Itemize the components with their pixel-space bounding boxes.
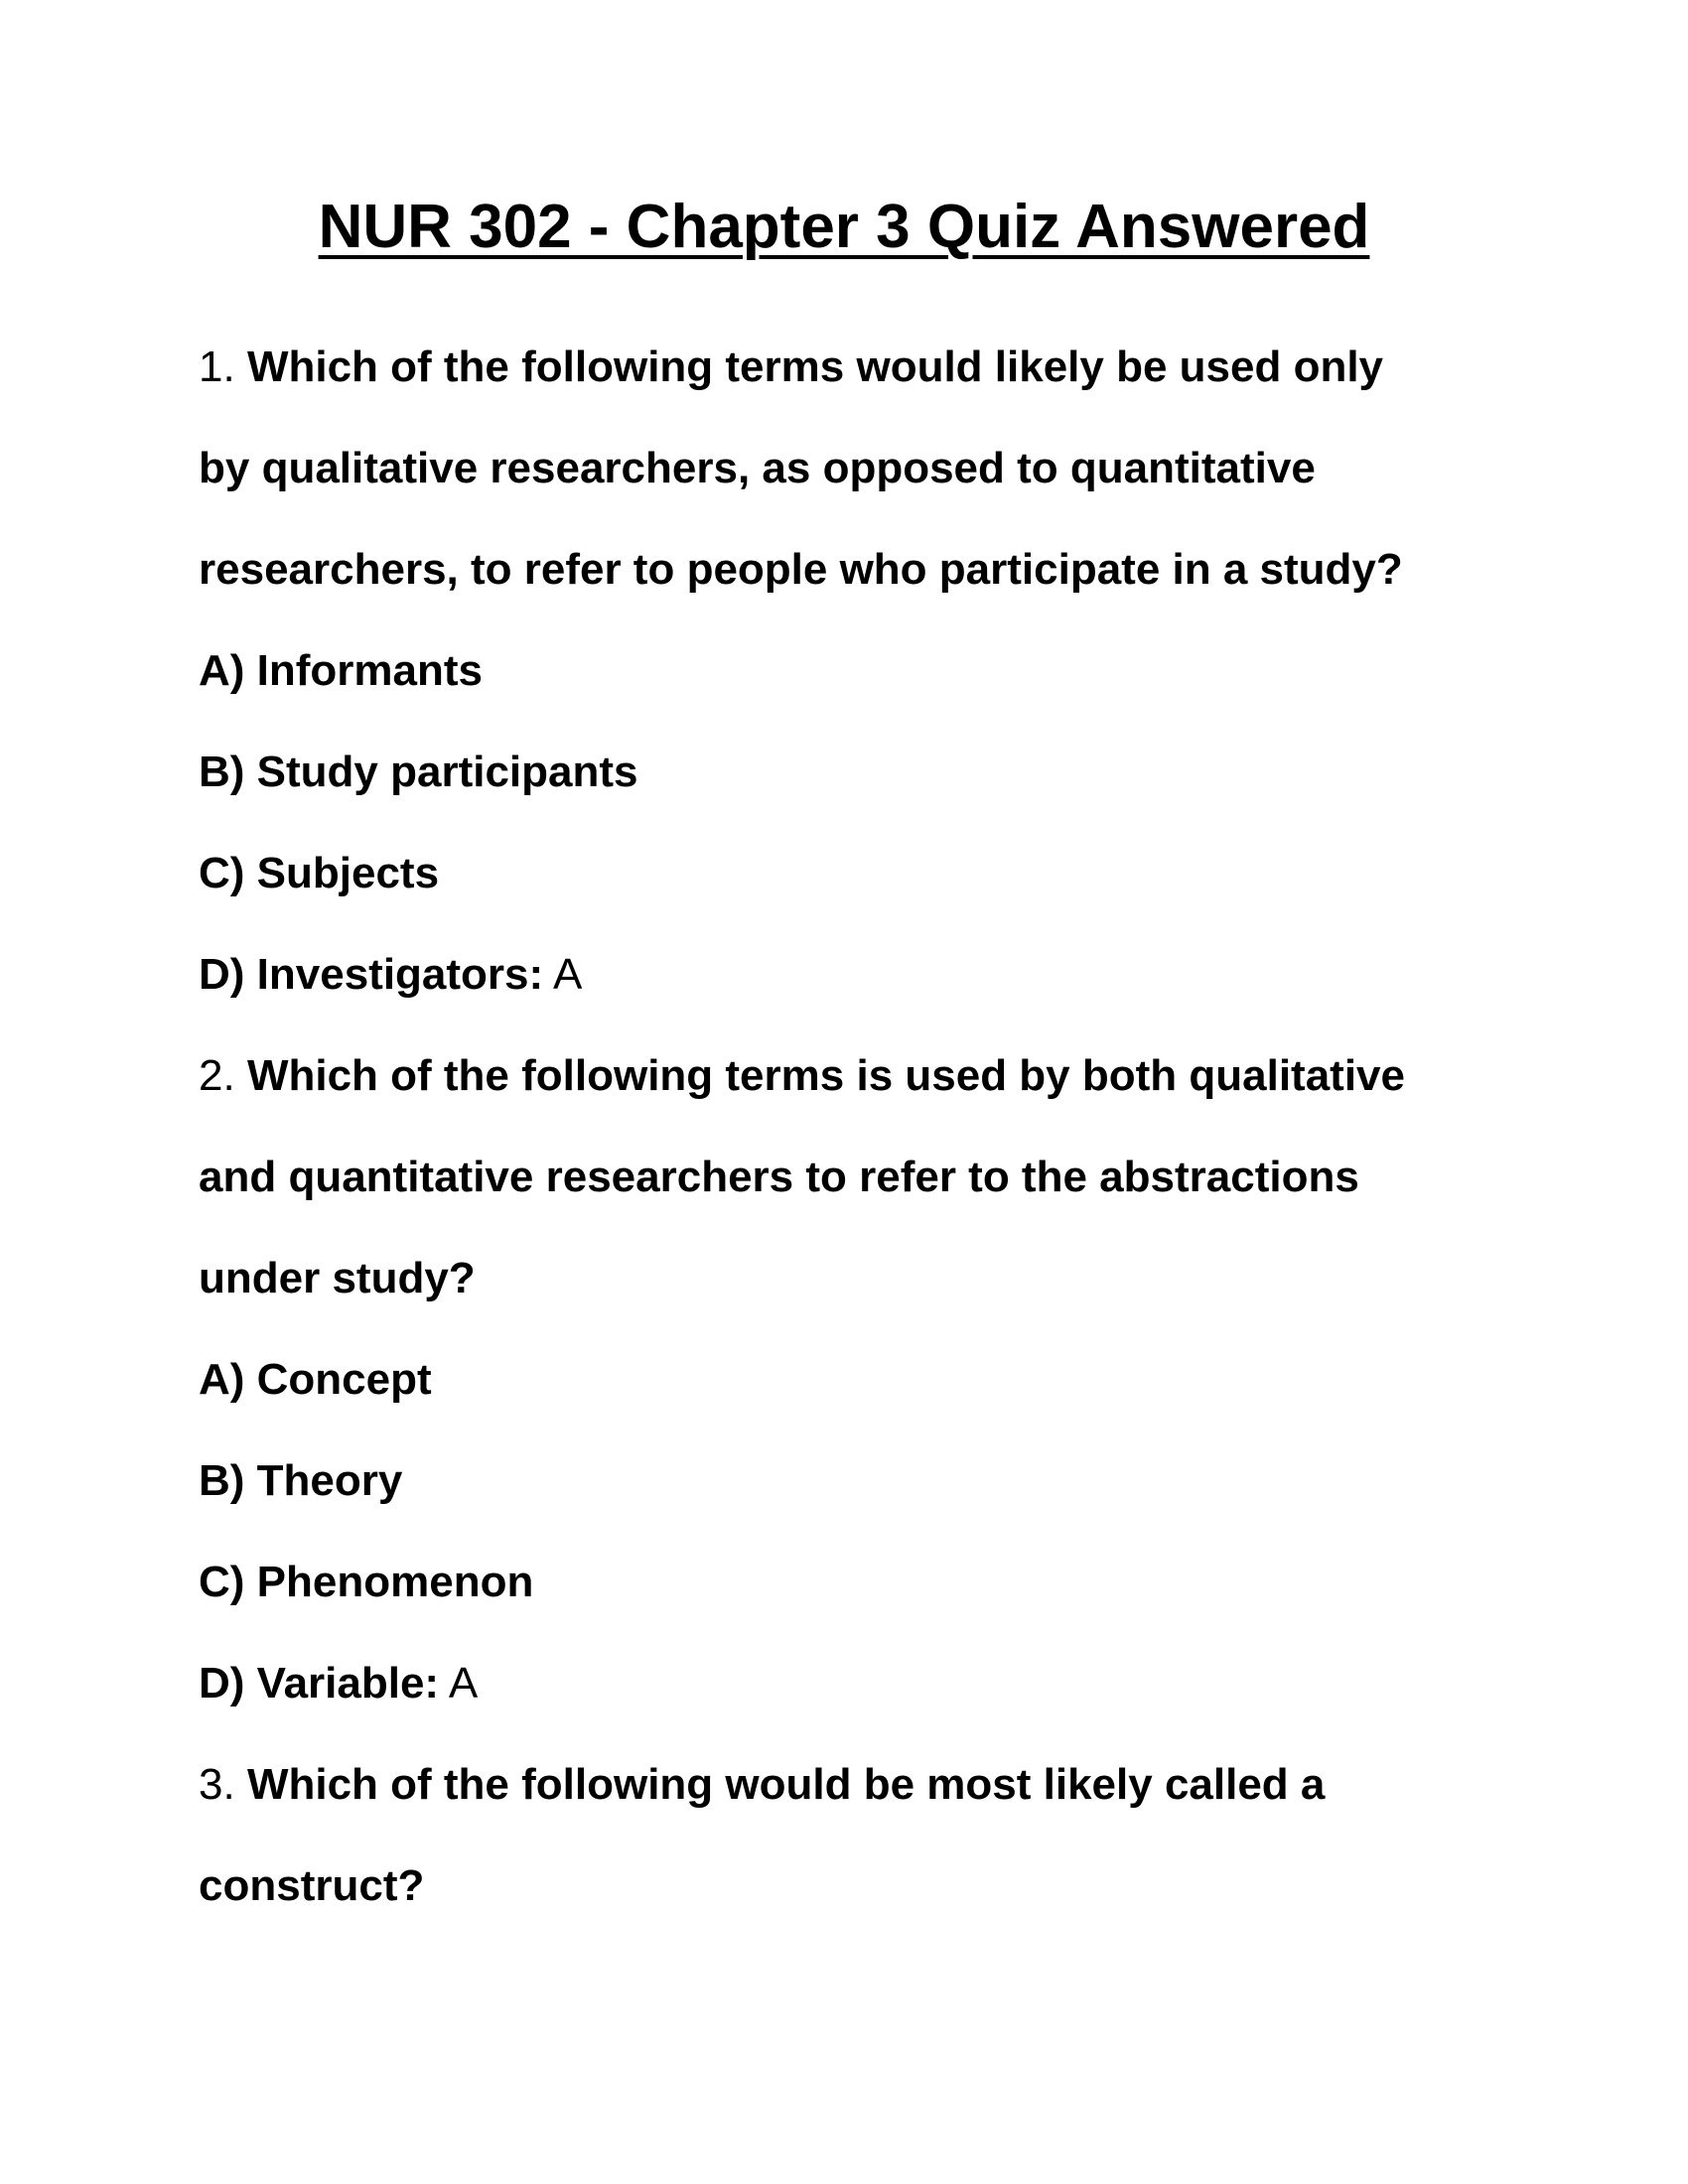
question-3-text: Which of the following would be most likely called a	[246, 1760, 1326, 1809]
document-title: NUR 302 - Chapter 3 Quiz Answered	[318, 193, 1370, 261]
question-2-option-c: C) Phenomenon	[199, 1558, 534, 1606]
question-1-number: 1.	[199, 342, 235, 391]
question-1-option-c: C) Subjects	[199, 849, 440, 897]
question-2-line-1	[199, 1051, 1406, 1100]
question-1-line-1	[199, 342, 1384, 391]
question-2-line-3: under study?	[199, 1254, 476, 1302]
question-2-number: 2.	[199, 1051, 235, 1100]
question-2-option-b: B) Theory	[199, 1456, 403, 1505]
question-1-text: Which of the following terms would likely be used only	[246, 342, 1384, 391]
question-3-number: 3.	[199, 1760, 235, 1809]
question-2-option-a: A) Concept	[199, 1355, 432, 1404]
question-1-option-d	[199, 950, 583, 999]
question-2-option-d	[199, 1659, 479, 1707]
question-1-answer: A	[552, 950, 583, 999]
question-1-line-3: researchers, to refer to people who participate in a study?	[199, 545, 1403, 594]
question-1-option-b: B) Study participants	[199, 748, 638, 796]
question-2-line-2: and quantitative researchers to refer to the abstractions	[199, 1153, 1359, 1201]
question-2-text: Which of the following terms is used by both qualitative	[246, 1051, 1406, 1100]
question-3-line-2: construct?	[199, 1861, 425, 1910]
question-2-option-d-label: D) Variable:	[199, 1659, 440, 1707]
question-2-answer: A	[448, 1659, 479, 1707]
question-1-line-2: by qualitative researchers, as opposed to quantitative	[199, 444, 1316, 492]
question-1-option-d-label: D) Investigators:	[199, 950, 544, 999]
question-3-line-1	[199, 1760, 1326, 1809]
question-1-option-a: A) Informants	[199, 646, 483, 695]
